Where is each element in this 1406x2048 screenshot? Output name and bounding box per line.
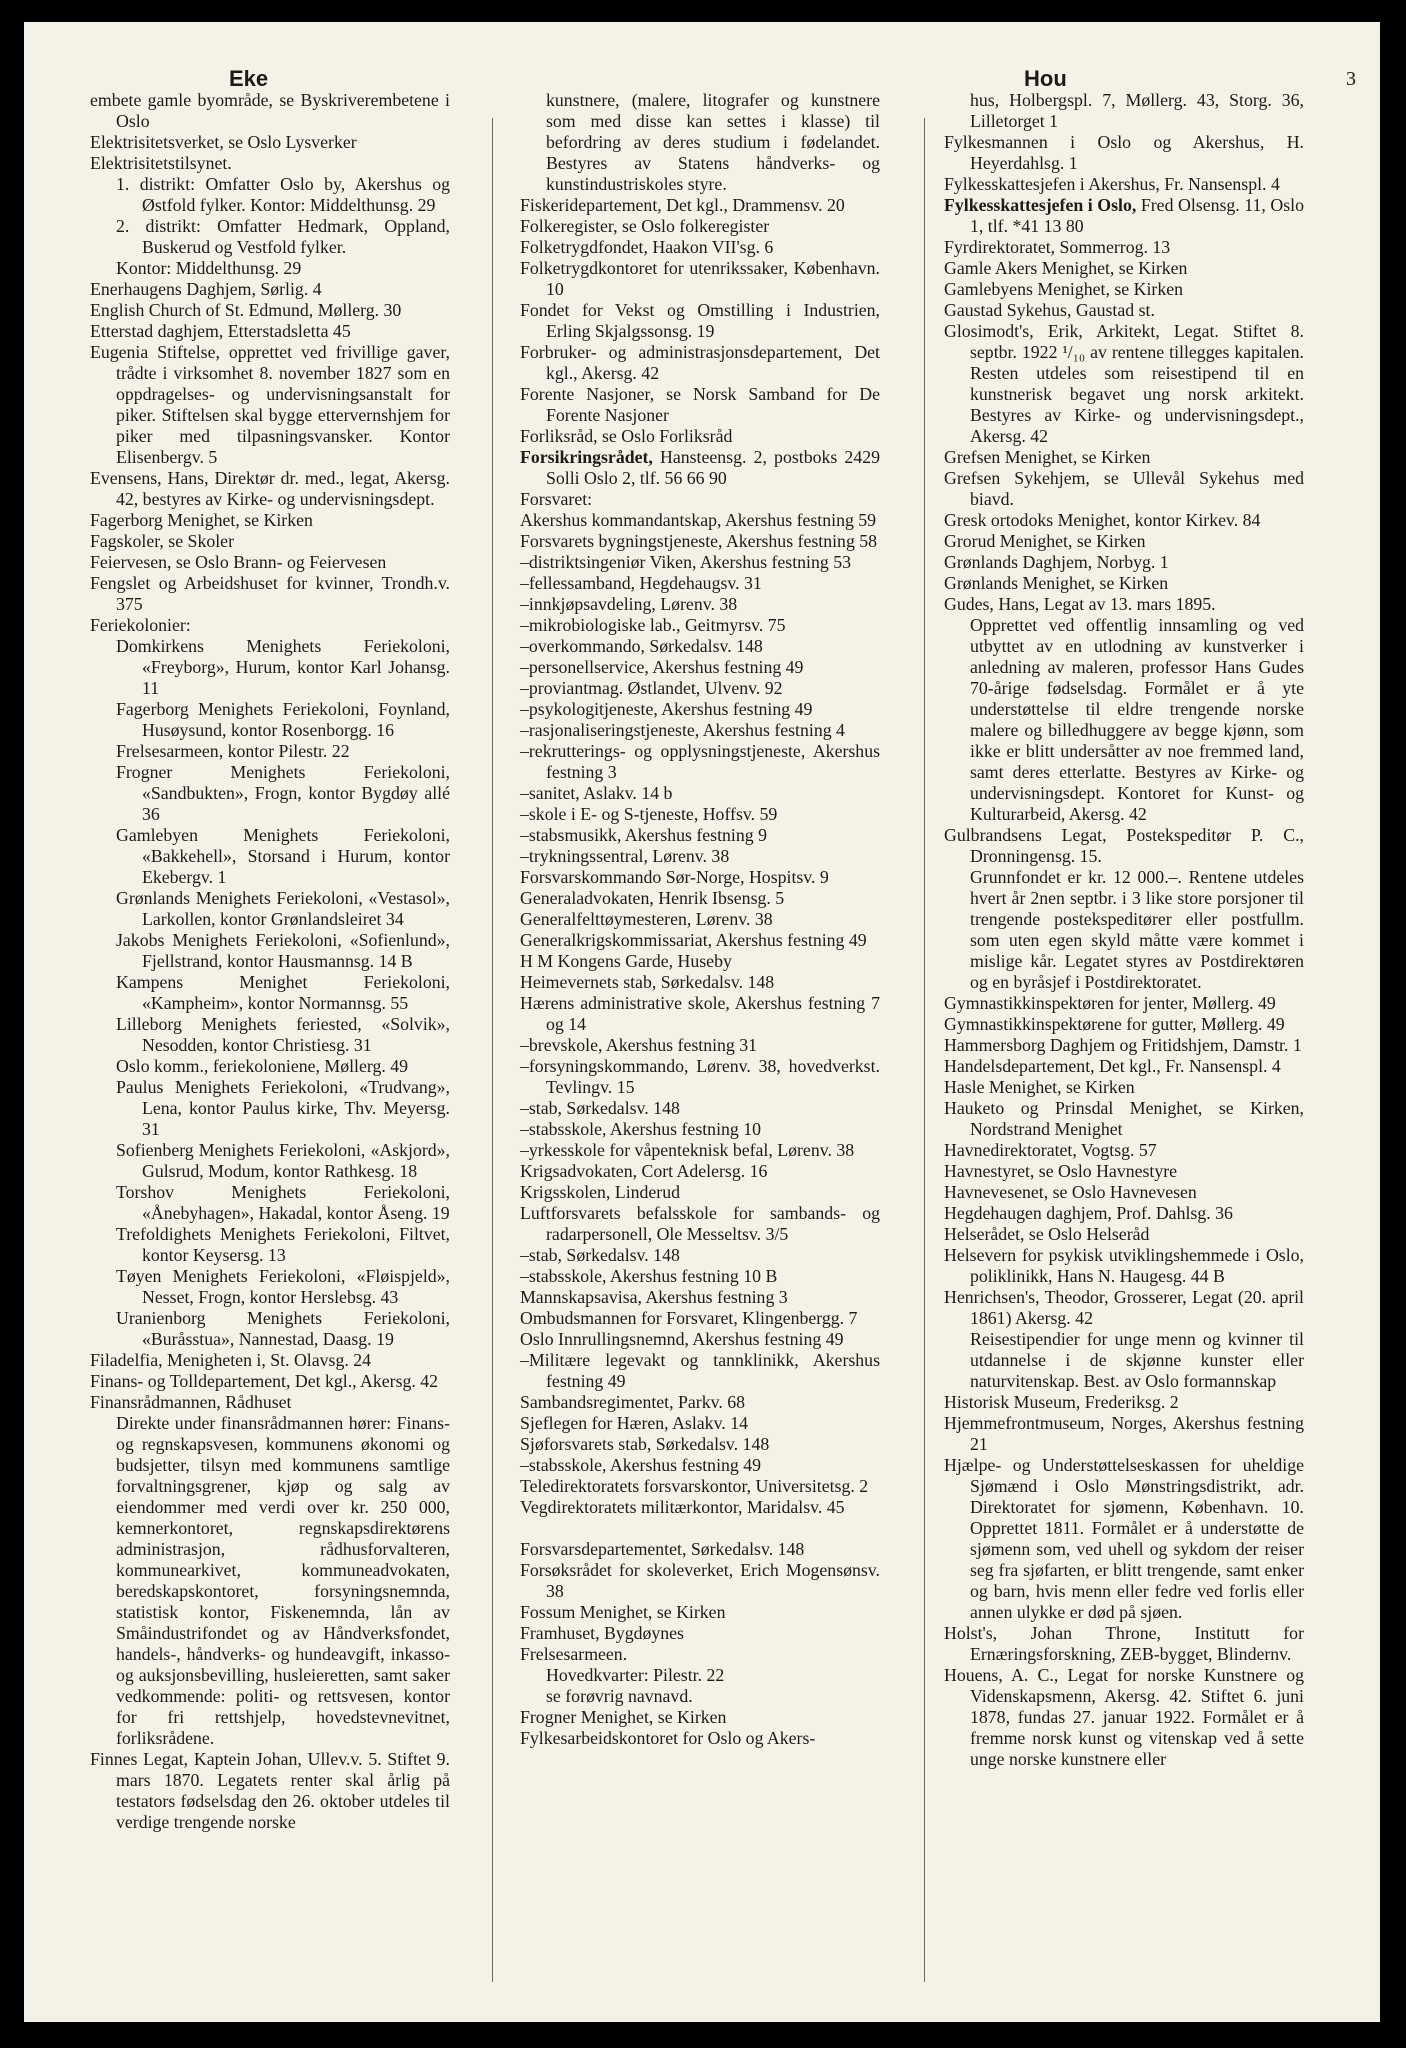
directory-entry: –personellservice, Akershus festning 49: [520, 657, 804, 677]
directory-entry: Generaladvokaten, Henrik Ibsensg. 5: [520, 888, 785, 908]
directory-entry: Fengslet og Arbeidshuset for kvinner, Trondh.v. 375: [90, 573, 450, 614]
directory-entry: Trefoldighets Menighets Feriekoloni, Filtvet, kontor Keysersg. 13: [116, 1224, 450, 1265]
header-left-keyword: Eke: [229, 66, 269, 91]
directory-entry: Grønlands Menighets Feriekoloni, «Vestasol», Larkollen, kontor Grønlandsleiret 34: [116, 888, 450, 929]
directory-entry: Handelsdepartement, Det kgl., Fr. Nansenspl. 4: [944, 1056, 1281, 1076]
directory-entry: Krigsskolen, Linderud: [520, 1182, 681, 1202]
directory-entry: Fylkesskattesjefen i Oslo, Fred Olsensg. 11, Oslo 1, tlf. *41 13 80: [944, 195, 1304, 236]
directory-entry: Teledirektoratets forsvarskontor, Universitetsg. 2: [520, 1476, 869, 1496]
directory-entry: 2. distrikt: Omfatter Hedmark, Oppland, Buskerud og Vestfold fylker.: [116, 216, 450, 257]
directory-entry: Folketrygdfondet, Haakon VII'sg. 6: [520, 237, 774, 257]
directory-entry: Gymnastikkinspektøren for jenter, Møllerg. 49: [944, 993, 1276, 1013]
directory-entry: Jakobs Menighets Feriekoloni, «Sofienlund», Fjellstrand, kontor Hausmannsg. 14 B: [116, 930, 450, 971]
directory-entry: Gresk ortodoks Menighet, kontor Kirkev. 84: [944, 510, 1261, 530]
directory-entry: Folketrygdkontoret for utenrikssaker, København. 10: [520, 258, 880, 299]
directory-entry: Sjøforsvarets stab, Sørkedalsv. 148: [520, 1434, 770, 1454]
directory-entry: Hauketo og Prinsdal Menighet, se Kirken, Nordstrand Menighet: [944, 1098, 1304, 1139]
directory-entry: Grorud Menighet, se Kirken: [944, 531, 1146, 551]
directory-entry: 1. distrikt: Omfatter Oslo by, Akershus og Østfold fylker. Kontor: Middelthunsg. 29: [116, 174, 450, 215]
directory-entry: Grefsen Sykehjem, se Ullevål Sykehus med biavd.: [944, 468, 1304, 509]
page-number: 3: [1346, 68, 1356, 90]
directory-entry: Feriekolonier:: [90, 615, 191, 635]
directory-entry: Gamlebyens Menighet, se Kirken: [944, 279, 1183, 299]
directory-entry: Gaustad Sykehus, Gaustad st.: [944, 300, 1155, 320]
directory-entry: Filadelfia, Menigheten i, St. Olavsg. 24: [90, 1350, 372, 1370]
directory-entry: se forøvrig navnavd.: [546, 1686, 693, 1706]
directory-entry: Lilleborg Menighets feriested, «Solvik», Nesodden, kontor Christiesg. 31: [116, 1014, 450, 1055]
directory-entry: Eugenia Stiftelse, opprettet ved frivillige gaver, trådte i virksomhet 8. november 1827 som en oppdragelses- og undervisningsanstalt for piker. Stiftelsen skal bygge ettervernshjem for piker med tilpasningsvansker. Kontor Elisenbergv. 5: [90, 342, 450, 467]
directory-entry: Tøyen Menighets Feriekoloni, «Fløispjeld», Nesset, Frogn, kontor Herslebsg. 43: [116, 1266, 450, 1307]
directory-entry: Kontor: Middelthunsg. 29: [116, 258, 302, 278]
directory-entry: Finnes Legat, Kaptein Johan, Ullev.v. 5. Stiftet 9. mars 1870. Legatets renter skal årlig på testators fødselsdag den 26. oktober utdeles til verdige trengende norske: [90, 1749, 450, 1832]
directory-entry: Fylkesskattesjefen i Akershus, Fr. Nansenspl. 4: [944, 174, 1280, 194]
directory-entry: Uranienborg Menighets Feriekoloni, «Buråsstua», Nannestad, Daasg. 19: [116, 1308, 450, 1349]
directory-entry: Direkte under finansrådmannen hører: Finans- og regnskapsvesen, kommunens økonomi og budsjetter, tilsyn med kommunens samtlige forvaltningsgrener, kjøp og salg av eiendommer med verdi over kr. 250 000, kemnerkontoret, regnskapsdirektørens administrasjon, rådhusforvalteren, kommunearkivet, kommuneadvokaten, beredskapskontoret, forsyningsnemnda, statistisk kontor, Fiskenemnda, lån av Småindustrifondet og av Håndverksfondet, handels-, håndverks- og hundeavgift, inkasso- og auksjonsbevilling, husleieretten, samt saker vedkommende: politi- og rettsvesen, kontor for fri rettshjelp, hovedstevnevitnet, forliksrådene.: [116, 1413, 450, 1748]
directory-entry: Ombudsmannen for Forsvaret, Klingenbergg. 7: [520, 1308, 858, 1328]
directory-entry: –trykningssentral, Lørenv. 38: [520, 846, 730, 866]
directory-entry: Finans- og Tolldepartement, Det kgl., Akersg. 42: [90, 1371, 439, 1391]
directory-entry: Fylkesmannen i Oslo og Akershus, H. Heyerdahlsg. 1: [944, 132, 1304, 173]
directory-entry: –stab, Sørkedalsv. 148: [520, 1098, 680, 1118]
directory-entry: Fiskeridepartement, Det kgl., Drammensv. 20: [520, 195, 845, 215]
directory-entry: Fossum Menighet, se Kirken: [520, 1602, 726, 1622]
directory-entry: Elektrisitetstilsynet.: [90, 153, 232, 173]
directory-entry: Hærens administrative skole, Akershus festning 7 og 14: [520, 993, 880, 1034]
directory-entry: Helsevern for psykisk utviklingshemmede i Oslo, poliklinikk, Hans N. Haugesg. 44 B: [944, 1245, 1304, 1286]
directory-entry: –stab, Sørkedalsv. 148: [520, 1245, 680, 1265]
directory-entry: Frelsesarmeen, kontor Pilestr. 22: [116, 741, 350, 761]
directory-entry: Feiervesen, se Oslo Brann- og Feiervesen: [90, 552, 387, 572]
directory-entry: Mannskapsavisa, Akershus festning 3: [520, 1287, 788, 1307]
directory-entry: Fondet for Vekst og Omstilling i Industrien, Erling Skjalgssonsg. 19: [520, 300, 880, 341]
directory-entry: Forsøksrådet for skoleverket, Erich Mogensønsv. 38: [520, 1560, 880, 1601]
directory-entry: –stabsmusikk, Akershus festning 9: [520, 825, 767, 845]
directory-entry: –innkjøpsavdeling, Lørenv. 38: [520, 594, 738, 614]
directory-entry: Evensens, Hans, Direktør dr. med., legat, Akersg. 42, bestyres av Kirke- og undervisningsdept.: [90, 468, 450, 509]
directory-entry: Holst's, Johan Throne, Institutt for Ernæringsforskning, ZEB-bygget, Blindernv.: [944, 1623, 1304, 1664]
directory-entry: Folkeregister, se Oslo folkeregister: [520, 216, 770, 236]
directory-entry: Oslo Innrullingsnemnd, Akershus festning 49: [520, 1329, 844, 1349]
directory-entry: Akershus kommandantskap, Akershus festning 59: [520, 510, 877, 530]
column-2: [520, 90, 880, 1749]
directory-entry: –stabsskole, Akershus festning 49: [520, 1455, 762, 1475]
directory-entry: Frogner Menighet, se Kirken: [520, 1707, 727, 1727]
column-divider: [924, 118, 925, 1982]
directory-entry: Kampens Menighet Feriekoloni, «Kampheim», kontor Normannsg. 55: [116, 972, 450, 1013]
directory-entry: Helserådet, se Oslo Helseråd: [944, 1224, 1150, 1244]
directory-entry: Elektrisitetsverket, se Oslo Lysverker: [90, 132, 357, 152]
column-1: [90, 90, 450, 1833]
directory-entry: Fagerborg Menighet, se Kirken: [90, 510, 313, 530]
directory-entry: Torshov Menighets Feriekoloni, «Ånebyhagen», Hakadal, kontor Åseng. 19: [116, 1182, 450, 1223]
directory-entry: Opprettet ved offentlig innsamling og ved utbyttet av en utlodning av kunstverker i anledning av maleren, professor Hans Gudes 70-årige fødselsdag. Formålet er å yte understøttelse til eldre trengende norske malere og billedhuggere av begge kjønn, som ikke er blitt undersåtter av noe fremmed land, samt deres etterlatte. Bestyres av Kirke- og undervisningsdept. Kontoret for Kunst- og Kulturarbeid, Akersg. 42: [970, 615, 1304, 824]
directory-entry: Hjemmefrontmuseum, Norges, Akershus festning 21: [944, 1413, 1304, 1454]
directory-entry: Gulbrandsens Legat, Postekspeditør P. C., Dronningensg. 15.: [944, 825, 1304, 866]
directory-entry: –mikrobiologiske lab., Geitmyrsv. 75: [520, 615, 786, 635]
directory-entry: Forbruker- og administrasjonsdepartement, Det kgl., Akersg. 42: [520, 342, 880, 383]
directory-entry: Frelsesarmeen.: [520, 1644, 628, 1664]
directory-entry: Grefsen Menighet, se Kirken: [944, 447, 1151, 467]
directory-entry: –fellessamband, Hegdehaugsv. 31: [520, 573, 762, 593]
directory-entry: Hegdehaugen daghjem, Prof. Dahlsg. 36: [944, 1203, 1233, 1223]
directory-entry: Hasle Menighet, se Kirken: [944, 1077, 1135, 1097]
directory-entry: Forente Nasjoner, se Norsk Samband for De Forente Nasjoner: [520, 384, 880, 425]
directory-entry: Oslo komm., feriekoloniene, Møllerg. 49: [116, 1056, 409, 1076]
directory-entry: –proviantmag. Østlandet, Ulvenv. 92: [520, 678, 783, 698]
directory-entry: Historisk Museum, Frederiksg. 2: [944, 1392, 1179, 1412]
directory-entry: Etterstad daghjem, Etterstadsletta 45: [90, 321, 351, 341]
directory-entry: Grønlands Daghjem, Norbyg. 1: [944, 552, 1169, 572]
directory-entry: –brevskole, Akershus festning 31: [520, 1035, 758, 1055]
directory-entry: Framhuset, Bygdøynes: [520, 1623, 684, 1643]
directory-entry: –distriktsingeniør Viken, Akershus festning 53: [520, 552, 851, 572]
directory-entry: H M Kongens Garde, Huseby: [520, 951, 732, 971]
directory-entry: Fyrdirektoratet, Sommerrog. 13: [944, 237, 1171, 257]
column-3: [944, 90, 1304, 1770]
directory-entry: –skole i E- og S-tjeneste, Hoffsv. 59: [520, 804, 778, 824]
directory-entry: Reisestipendier for unge menn og kvinner til utdannelse i de skjønne kunster eller naturvitenskap. Best. av Oslo formannskap: [970, 1329, 1304, 1391]
directory-entry: Generalkrigskommissariat, Akershus festning 49: [520, 930, 867, 950]
directory-entry: Paulus Menighets Feriekoloni, «Trudvang», Lena, kontor Paulus kirke, Thv. Meyersg. 31: [116, 1077, 450, 1139]
directory-entry: Frogner Menighets Feriekoloni, «Sandbukten», Frogn, kontor Bygdøy allé 36: [116, 762, 450, 824]
directory-entry: Finansrådmannen, Rådhuset: [90, 1392, 292, 1412]
directory-entry: –rekrutterings- og opplysningstjeneste, Akershus festning 3: [520, 741, 880, 782]
directory-entry: Hammersborg Daghjem og Fritidshjem, Damstr. 1: [944, 1035, 1302, 1055]
directory-entry: Havnedirektoratet, Vogtsg. 57: [944, 1140, 1157, 1160]
directory-entry: embete gamle byområde, se Byskriverembetene i Oslo: [90, 90, 450, 131]
directory-entry: Forsvarskommando Sør-Norge, Hospitsv. 9: [520, 867, 829, 887]
directory-entry: Sambandsregimentet, Parkv. 68: [520, 1392, 746, 1412]
directory-entry: Grunnfondet er kr. 12 000.–. Rentene utdeles hvert år 2nen septbr. i 3 like store porsjoner til trengende postekspeditører eller postfullm. som uten egen skyld måtte være kommet i mislige kår. Legatet styres av Postdirektøren og en byråsjef i Postdirektoratet.: [970, 867, 1304, 992]
header-right-keyword: Hou: [1024, 66, 1067, 91]
directory-entry: Heimevernets stab, Sørkedalsv. 148: [520, 972, 775, 992]
directory-entry: Houens, A. C., Legat for norske Kunstnere og Videnskapsmenn, Akersg. 42. Stiftet 6. juni 1878, fundas 27. januar 1922. Formålet er å fremme norsk kunst og vitenskap ved å sette unge norske kunstnere eller: [944, 1665, 1304, 1769]
directory-entry: Enerhaugens Daghjem, Sørlig. 4: [90, 279, 322, 299]
directory-entry: –overkommando, Sørkedalsv. 148: [520, 636, 763, 656]
directory-entry: Krigsadvokaten, Cort Adelersg. 16: [520, 1161, 768, 1181]
directory-entry: hus, Holbergspl. 7, Møllerg. 43, Storg. 36, Lilletorget 1: [970, 90, 1304, 131]
directory-entry: Forsikringsrådet, Hansteensg. 2, postboks 2429 Solli Oslo 2, tlf. 56 66 90: [520, 447, 880, 488]
directory-entry: –sanitet, Aslakv. 14 b: [520, 783, 673, 803]
directory-entry: Gamle Akers Menighet, se Kirken: [944, 258, 1188, 278]
directory-entry: Forsvaret:: [520, 489, 593, 509]
directory-entry: Fagerborg Menighets Feriekoloni, Foynland, Husøysund, kontor Rosenborgg. 16: [116, 699, 450, 740]
directory-entry: Gymnastikkinspektørene for gutter, Møllerg. 49: [944, 1014, 1285, 1034]
directory-entry: Forsvarsdepartementet, Sørkedalsv. 148: [520, 1539, 805, 1559]
directory-entry: Hovedkvarter: Pilestr. 22: [546, 1665, 725, 1685]
directory-entry: Gamlebyen Menighets Feriekoloni, «Bakkehell», Storsand i Hurum, kontor Ekebergv. 1: [116, 825, 450, 887]
directory-entry: Fylkesarbeidskontoret for Oslo og Akers-: [520, 1728, 816, 1748]
directory-entry: –Militære legevakt og tannklinikk, Akershus festning 49: [520, 1350, 880, 1391]
directory-entry: –stabsskole, Akershus festning 10: [520, 1119, 762, 1139]
directory-entry: –forsyningskommando, Lørenv. 38, hovedverkst. Tevlingv. 15: [520, 1056, 880, 1097]
directory-entry: Hjælpe- og Understøttelseskassen for uheldige Sjømænd i Oslo Mønstringsdistrikt, adr. Direktoratet for sjømenn, København. 10. Opprettet 1811. Formålet er å understøtte de sjømenn som, ved uhell og sykdom der reiser seg fra sjøfarten, er blitt trengende, samt enker og barn, hvis menn eller fedre ved forlis eller annen ulykke er død på sjøen.: [944, 1455, 1304, 1622]
directory-entry: Vegdirektoratets militærkontor, Maridalsv. 45: [520, 1497, 845, 1517]
column-divider: [492, 118, 493, 1982]
directory-entry: Havnestyret, se Oslo Havnestyre: [944, 1161, 1178, 1181]
directory-entry: –yrkesskole for våpenteknisk befal, Lørenv. 38: [520, 1140, 855, 1160]
directory-entry: Forliksråd, se Oslo Forliksråd: [520, 426, 733, 446]
directory-entry: Grønlands Menighet, se Kirken: [944, 573, 1169, 593]
directory-entry: Fagskoler, se Skoler: [90, 531, 234, 551]
directory-entry: Forsvarets bygningstjeneste, Akershus festning 58: [520, 531, 878, 551]
directory-entry: –rasjonaliseringstjeneste, Akershus festning 4: [520, 720, 845, 740]
directory-entry: Generalfelttøymesteren, Lørenv. 38: [520, 909, 773, 929]
directory-entry: –psykologitjeneste, Akershus festning 49: [520, 699, 813, 719]
directory-entry: –stabsskole, Akershus festning 10 B: [520, 1266, 778, 1286]
directory-page: [24, 22, 1380, 2022]
directory-entry: Domkirkens Menighets Feriekoloni, «Freyborg», Hurum, kontor Karl Johansg. 11: [116, 636, 450, 698]
directory-entry: Gudes, Hans, Legat av 13. mars 1895.: [944, 594, 1216, 614]
directory-entry: Luftforsvarets befalsskole for sambands- og radarpersonell, Ole Messeltsv. 3/5: [520, 1203, 880, 1244]
directory-entry: Glosimodt's, Erik, Arkitekt, Legat. Stiftet 8. septbr. 1922 ¹/₁₀ av rentene tillegges kapitalen. Resten utdeles som reisestipend til en kunstnerisk begavet ung norsk arkitekt. Bestyres av Kirke- og undervisningsdept., Akersg. 42: [944, 321, 1304, 446]
directory-entry: Sjeflegen for Hæren, Aslakv. 14: [520, 1413, 748, 1433]
directory-entry: Henrichsen's, Theodor, Grosserer, Legat (20. april 1861) Akersg. 42: [944, 1287, 1304, 1328]
directory-entry: English Church of St. Edmund, Møllerg. 30: [90, 300, 402, 320]
directory-entry: kunstnere, (malere, litografer og kunstnere som med disse kan settes i klasse) til befordring av deres studium i fødelandet. Bestyres av Statens håndverks- og kunstindustriskoles styre.: [546, 90, 880, 194]
directory-entry: Havnevesenet, se Oslo Havnevesen: [944, 1182, 1197, 1202]
directory-entry: Sofienberg Menighets Feriekoloni, «Askjord», Gulsrud, Modum, kontor Rathkesg. 18: [116, 1140, 450, 1181]
